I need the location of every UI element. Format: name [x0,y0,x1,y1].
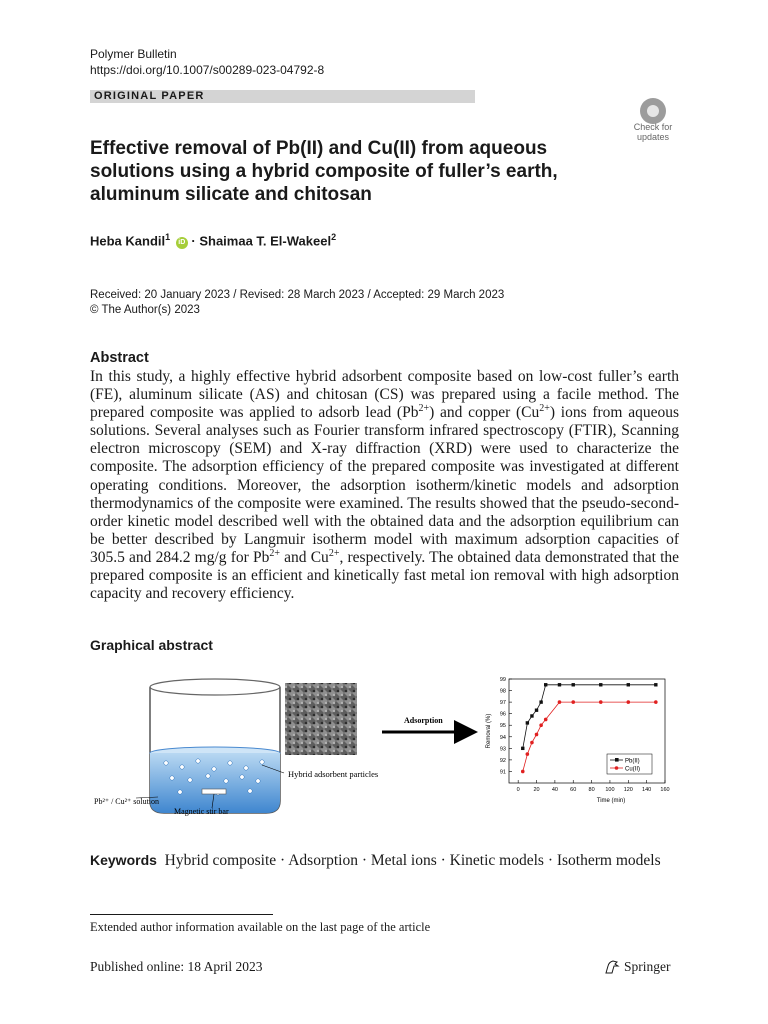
y-tick-label: 97 [499,700,506,707]
journal-name: Polymer Bulletin [90,47,177,61]
sem-image [285,683,357,755]
data-point-cu [544,718,548,722]
data-point-pb [526,721,529,724]
data-point-pb [530,714,533,717]
publisher-name: Springer [624,959,671,974]
history-dates: Received: 20 January 2023 / Revised: 28 March 2023 / Accepted: 29 March 2023 [90,289,505,301]
x-tick-label: 140 [642,787,652,793]
keywords-heading: Keywords [90,852,157,868]
superscript: 2+ [418,403,430,415]
x-tick-label: 80 [588,787,595,793]
author-name[interactable]: Shaimaa T. El-Wakeel [199,233,332,249]
y-tick-label: 92 [499,757,506,764]
affiliation-marker: 1 [165,232,171,242]
article-type-banner [90,90,475,103]
crossmark-line1: Check for [633,122,673,132]
y-axis-label: Removal (%) [486,713,492,749]
adsorption-label: Adsorption [404,716,443,725]
y-tick-label: 96 [499,711,506,718]
orcid-icon[interactable]: iD [176,237,188,249]
data-point-cu [626,700,630,704]
superscript: 2+ [328,547,340,559]
x-tick-label: 100 [605,787,615,793]
journal-header [90,46,324,78]
graphical-abstract-heading: Graphical abstract [90,637,213,653]
x-tick-label: 60 [570,787,577,793]
x-axis-label: Time (min) [596,798,626,804]
data-point-pb [572,683,575,686]
solution-label: Pb²⁺ / Cu²⁺ solution [94,797,160,806]
chart-legend [607,754,652,774]
footnote: Extended author information available on the last page of the article [90,920,431,934]
data-point-cu [539,723,543,727]
series-line-pb [523,685,656,749]
crossmark-line2: updates [636,132,670,142]
abstract-text: ) ions from aqueous solutions. Several analyses such as Fourier transform infrared spectroscopy (FTIR), Scanning electron microscopy (SEM) and X-ray diffraction (XRD) were used to characterize the composite. The adsorption efficiency of the prepared composite was investigated at different operating conditions. Moreover, the adsorption isotherm/kinetic models and adsorption thermodynamics of the composite were examined. The results showed that the pseudo-second-order kinetic model described well with the obtained data and the adsorption equilibrium can be better described by Langmuir isotherm model with maximum adsorption capacities of 305.5 and 284.2 mg/g for Pb [90,404,679,566]
footnote-rule [90,914,273,915]
abstract-text: ) and copper (Cu [429,404,540,422]
data-point-pb [535,709,538,712]
data-point-cu [571,700,575,704]
data-point-cu [558,700,562,704]
data-point-pb [539,700,542,703]
legend-marker-pb [615,758,619,762]
data-point-pb [544,683,547,686]
keywords-section [90,851,679,870]
data-point-cu [530,741,534,745]
publisher-logo[interactable] [604,959,671,975]
graphical-abstract-svg [88,665,678,825]
x-tick-label: 20 [533,787,540,793]
author-separator: · [187,233,200,249]
springer-horse-icon [604,960,620,974]
x-tick-label: 160 [660,787,670,793]
graphical-abstract-figure [88,665,678,825]
data-point-pb [599,683,602,686]
abstract-text: In this study, a highly effective hybrid adsorbent composite based on low-cost fuller’s earth (FE), aluminum silicate (AS) and chitosan (CS) was prepared using a facile method. The prepared composite was applied to adsorb lead (Pb [90,368,679,422]
hybrid-particles-label: Hybrid adsorbent particles [288,769,379,779]
beaker [150,679,280,813]
data-point-cu [521,770,525,774]
abstract-body [90,368,679,603]
removal-chart [486,677,670,804]
keywords-list: Hybrid composite · Adsorption · Metal ions · Kinetic models · Isotherm models [164,852,661,869]
crossmark-label [626,122,680,142]
legend-label-pb: Pb(II) [625,758,640,765]
y-tick-label: 91 [499,769,506,776]
crossmark-icon [640,98,666,124]
article-title: Effective removal of Pb(II) and Cu(II) from aqueous solutions using a hybrid composite of fuller’s earth, aluminum silicate and chitosan [90,138,558,205]
data-point-cu [599,700,603,704]
published-date: Published online: 18 April 2023 [90,959,263,974]
y-tick-label: 93 [499,746,506,753]
legend-label-cu: Cu(II) [625,766,640,773]
x-tick-label: 40 [551,787,558,793]
data-point-pb [558,683,561,686]
copyright: © The Author(s) 2023 [90,304,200,316]
data-point-pb [654,683,657,686]
stir-bar-label: Magnetic stir bar [174,807,229,816]
author-list [90,232,336,249]
doi-link[interactable]: https://doi.org/10.1007/s00289-023-04792-8 [90,63,325,77]
y-tick-label: 99 [499,677,506,683]
stir-bar-shape [202,789,226,794]
affiliation-marker: 2 [331,232,337,242]
y-tick-label: 98 [499,688,506,695]
x-tick-label: 0 [516,787,520,793]
data-point-cu [535,733,539,737]
x-tick-label: 120 [623,787,633,793]
y-tick-label: 95 [499,723,506,730]
check-for-updates-badge[interactable] [626,98,680,144]
author-name[interactable]: Heba Kandil [90,233,166,249]
data-point-pb [521,747,524,750]
article-type-label: ORIGINAL PAPER [94,90,205,102]
abstract-text: and Cu [279,548,329,566]
superscript: 2+ [539,403,550,415]
data-point-pb [627,683,630,686]
abstract-heading: Abstract [90,350,149,366]
y-tick-label: 94 [499,734,506,741]
superscript: 2+ [269,547,280,559]
legend-marker-cu [615,766,619,770]
data-point-cu [654,700,658,704]
abstract-text: , respectively. The obtained data demonstrated that the prepared composite is an efficient and kinetically fast metal ion removal with high adsorption capacity and recovery efficiency. [90,548,680,603]
data-point-cu [526,752,530,756]
article-dates [90,288,504,318]
